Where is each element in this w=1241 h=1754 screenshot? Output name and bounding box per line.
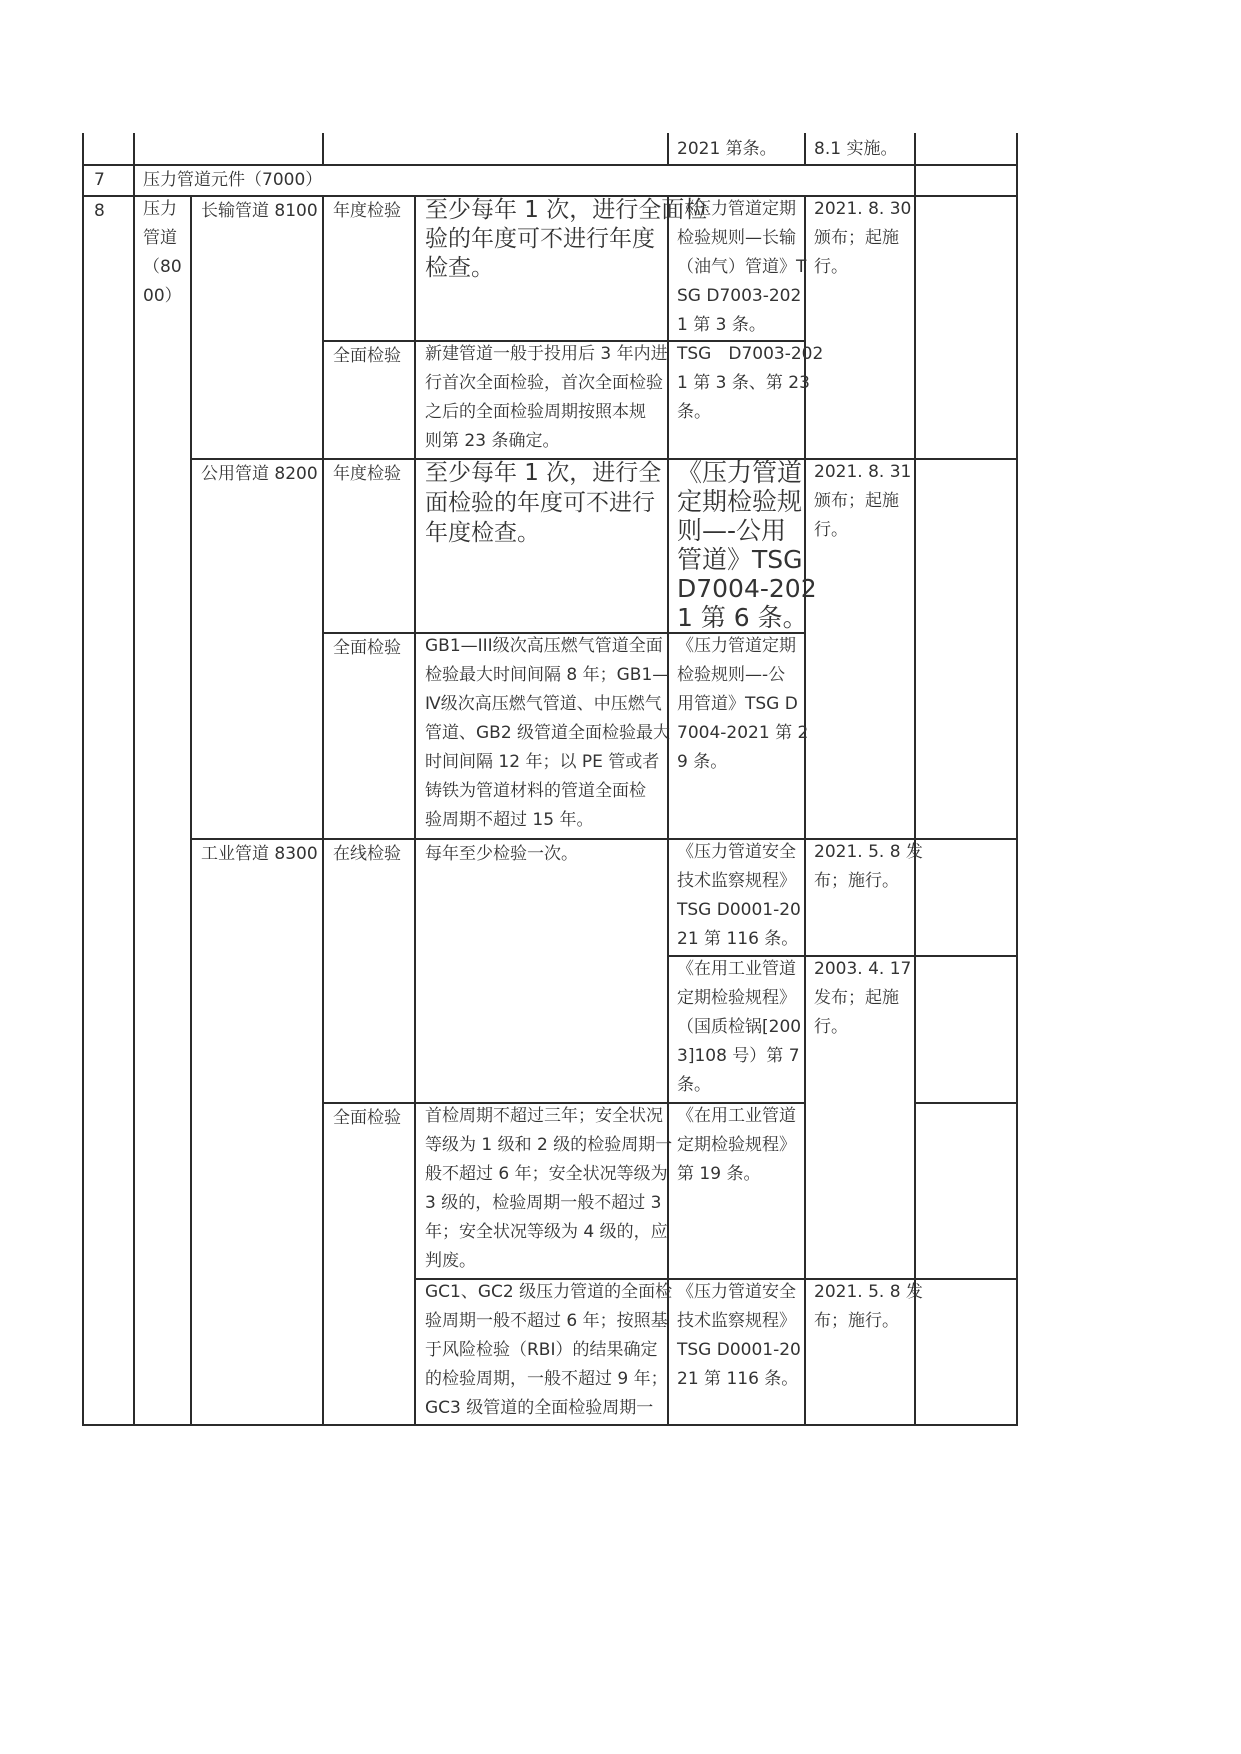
- industrial-full-requirement-2: GC1、GC2 级压力管道的全面检 验周期一般不超过 6 年；按照基 于风险检验（RBI）的结果确定 的检验周期，一般不超过 9 年； GC3 级管道的全面检验周期一: [425, 1282, 673, 1418]
- public-annual-type: 年度检验: [333, 464, 401, 484]
- row8-number: 8: [94, 201, 105, 221]
- long-distance-date: 2021. 8. 30 颁布；起施 行。: [814, 199, 912, 277]
- col-divider-3: [322, 133, 324, 165]
- row7-number: 7: [94, 170, 105, 190]
- public-name: 公用管道 8200: [201, 464, 318, 484]
- top-row-basis: 2021 第条。: [677, 139, 777, 159]
- public-full-type: 全面检验: [333, 638, 401, 658]
- public-full-basis: 《压力管道定期 检验规则—-公 用管道》TSG D 7004-2021 第 2 9 条。: [677, 636, 809, 772]
- col-divider-3b: [322, 196, 324, 1426]
- long-distance-annual-requirement: 至少每年 1 次，进行全面检 验的年度可不进行年度 检查。: [425, 197, 708, 281]
- col-divider-4: [414, 196, 416, 1426]
- industrial-name: 工业管道 8300: [201, 844, 318, 864]
- row8-category: 压力 管道 （80 00）: [143, 199, 182, 306]
- col-divider-1: [133, 133, 135, 1426]
- industrial-online-requirement: 每年至少检验一次。: [425, 844, 578, 864]
- col-divider-5: [667, 133, 669, 165]
- table-border-left: [82, 133, 84, 1426]
- long-distance-annual-type: 年度检验: [333, 201, 401, 221]
- long-distance-full-basis: TSG D7003-202 1 第 3 条、第 23 条。: [677, 344, 824, 422]
- long-distance-full-requirement: 新建管道一般于投用后 3 年内进 行首次全面检验，首次全面检验 之后的全面检验周期按照本规 则第 23 条确定。: [425, 344, 668, 451]
- col-divider-6: [804, 133, 806, 165]
- row7-category: 压力管道元件（7000）: [143, 170, 323, 190]
- long-distance-annual-basis: 《压力管道定期 检验规则—长输 （油气）管道》T SG D7003-202 1 第 3 条。: [677, 199, 807, 335]
- industrial-online-basis-1: 《压力管道安全 技术监察规程》 TSG D0001-20 21 第 116 条。: [677, 842, 801, 949]
- industrial-full-basis-2: 《压力管道安全 技术监察规程》 TSG D0001-20 21 第 116 条。: [677, 1282, 801, 1389]
- col-divider-2: [190, 196, 192, 1426]
- col-divider-7: [914, 133, 916, 1426]
- table-border-bottom: [82, 1424, 1018, 1426]
- public-annual-basis: 《压力管道 定期检验规 则—-公用 管道》TSG D7004-202 1 第 6 条。: [677, 458, 817, 632]
- top-row-date: 8.1 实施。: [814, 139, 898, 159]
- industrial-full-date-2: 2021. 5. 8 发 布；施行。: [814, 1282, 923, 1331]
- industrial-online-type: 在线检验: [333, 844, 401, 864]
- industrial-full-type: 全面检验: [333, 1108, 401, 1128]
- long-distance-name: 长输管道 8100: [201, 201, 318, 221]
- industrial-online-basis-2: 《在用工业管道 定期检验规程》 （国质检锅[200 3]108 号）第 7 条。: [677, 959, 802, 1095]
- public-annual-requirement: 至少每年 1 次，进行全 面检验的年度可不进行 年度检查。: [425, 460, 662, 546]
- row-line-8300-extra: [914, 1102, 1018, 1104]
- industrial-online-date-2: 2003. 4. 17 发布；起施 行。: [814, 959, 912, 1037]
- industrial-online-date-1: 2021. 5. 8 发 布；施行。: [814, 842, 923, 891]
- long-distance-full-type: 全面检验: [333, 346, 401, 366]
- industrial-full-requirement-1: 首检周期不超过三年；安全状况 等级为 1 级和 2 级的检验周期一 般不超过 6 年；安全状况等级为 3 级的，检验周期一般不超过 3 年；安全状况等级为 4 级的，应 判废。: [425, 1106, 673, 1271]
- public-date: 2021. 8. 31 颁布；起施 行。: [814, 462, 912, 540]
- public-full-requirement: GB1—III级次高压燃气管道全面 检验最大时间间隔 8 年；GB1— Ⅳ级次高压燃气管道、中压燃气 管道、GB2 级管道全面检验最大 时间间隔 12 年；以 PE 管或者 铸铁为管道材料的管道全面检 验周期不超过 15 年。: [425, 636, 671, 830]
- table-border-right: [1016, 133, 1018, 1426]
- industrial-full-basis-1: 《在用工业管道 定期检验规程》 第 19 条。: [677, 1106, 796, 1184]
